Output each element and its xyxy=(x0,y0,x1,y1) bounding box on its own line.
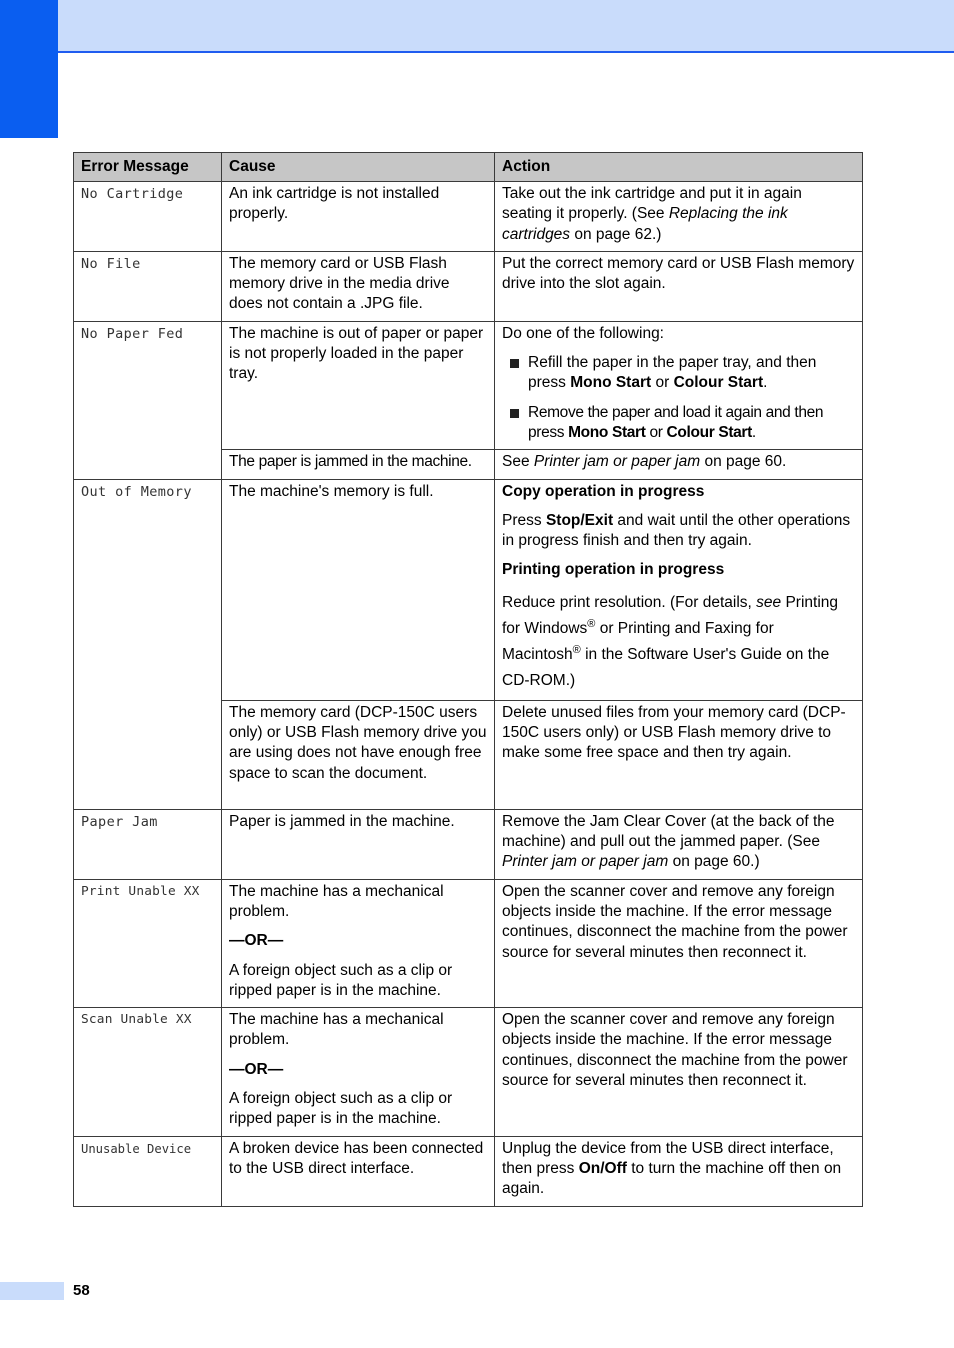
action-cell: See Printer jam or paper jam on page 60. xyxy=(495,450,863,479)
cross-reference: Printer jam or paper jam xyxy=(502,853,669,871)
table-row xyxy=(74,879,863,1007)
error-message-table xyxy=(73,152,863,1207)
section-heading: Printing operation in progress xyxy=(502,561,725,579)
action-cell: Put the correct memory card or USB Flash memory drive into the slot again. xyxy=(495,251,863,321)
header-action: Action xyxy=(495,153,863,182)
section-heading: Copy operation in progress xyxy=(502,482,705,500)
chapter-tab xyxy=(0,0,58,138)
cause-cell: The memory card (DCP-150C users only) or USB Flash memory drive you are using does not have enough free space to scan the document. xyxy=(222,700,495,809)
cause-cell: The paper is jammed in the machine. xyxy=(222,450,495,479)
cause-cell: The machine has a mechanical problem. —OR— A foreign object such as a clip or ripped paper is in the machine. xyxy=(222,879,495,1007)
table-row xyxy=(74,1008,863,1136)
error-code: Scan Unable XX xyxy=(74,1008,222,1136)
table-row xyxy=(74,1136,863,1206)
action-cell: Take out the ink cartridge and put it in again seating it properly. (See Replacing the ink cartridges on page 62.) xyxy=(495,182,863,252)
error-code: Paper Jam xyxy=(74,809,222,879)
footer-bar xyxy=(0,1282,64,1300)
action-intro: Do one of the following: xyxy=(502,324,664,342)
table-header-row xyxy=(74,153,863,182)
header-error-message: Error Message xyxy=(74,153,222,182)
cause-cell: A broken device has been connected to the USB direct interface. xyxy=(222,1136,495,1206)
paragraph: Reduce print resolution. (For details, see Printing for Windows® or Printing and Faxing for Macintosh® in the Software User's Guide on the CD-ROM.) xyxy=(502,593,839,689)
cause-cell: Paper is jammed in the machine. xyxy=(222,809,495,879)
cause-cell: The machine has a mechanical problem. —OR— A foreign object such as a clip or ripped paper is in the machine. xyxy=(222,1008,495,1136)
action-cell: Open the scanner cover and remove any foreign objects inside the machine. If the error message continues, disconnect the machine from the power source for several minutes then reconnect it. xyxy=(495,879,863,1007)
action-cell: Open the scanner cover and remove any foreign objects inside the machine. If the error message continues, disconnect the machine from the power source for several minutes then reconnect it. xyxy=(495,1008,863,1136)
action-cell: Remove the Jam Clear Cover (at the back of the machine) and pull out the jammed paper. (See Printer jam or paper jam on page 60.) xyxy=(495,809,863,879)
action-cell xyxy=(495,321,863,449)
or-separator: —OR— xyxy=(229,932,284,950)
header-cause: Cause xyxy=(222,153,495,182)
cross-reference: Printer jam or paper jam xyxy=(533,453,701,471)
cross-reference: Replacing the ink cartridges xyxy=(502,205,788,243)
table-row xyxy=(74,182,863,252)
cause-cell: The machine's memory is full. xyxy=(222,479,495,700)
action-cell: Unplug the device from the USB direct interface, then press On/Off to turn the machine off then on again. xyxy=(495,1136,863,1206)
action-cell xyxy=(495,479,863,700)
table-row xyxy=(74,479,863,700)
or-separator: —OR— xyxy=(229,1060,284,1078)
error-code: Print Unable XX xyxy=(74,879,222,1007)
table-row xyxy=(74,321,863,449)
error-code: No File xyxy=(74,251,222,321)
table-row xyxy=(74,251,863,321)
error-code: No Cartridge xyxy=(74,182,222,252)
page-number: 58 xyxy=(73,1282,90,1299)
list-item: Refill the paper in the paper tray, and then press Mono Start or Colour Start. xyxy=(509,353,855,394)
list-item: Remove the paper and load it again and then press Mono Start or Colour Start. xyxy=(509,403,855,444)
cause-cell: The memory card or USB Flash memory drive in the media drive does not contain a .JPG file. xyxy=(222,251,495,321)
error-code: No Paper Fed xyxy=(74,321,222,479)
action-cell: Delete unused files from your memory card (DCP-150C users only) or USB Flash memory drive to make some free space and then try again. xyxy=(495,700,863,809)
square-bullet-icon xyxy=(509,353,520,394)
header-band xyxy=(0,0,954,53)
cause-cell: An ink cartridge is not installed properly. xyxy=(222,182,495,252)
error-code: Out of Memory xyxy=(74,479,222,809)
error-code: Unusable Device xyxy=(74,1136,222,1206)
paragraph: Press Stop/Exit and wait until the other operations in progress finish and then try again. xyxy=(502,511,851,550)
table-row xyxy=(74,809,863,879)
square-bullet-icon xyxy=(509,403,520,444)
cause-cell: The machine is out of paper or paper is not properly loaded in the paper tray. xyxy=(222,321,495,449)
